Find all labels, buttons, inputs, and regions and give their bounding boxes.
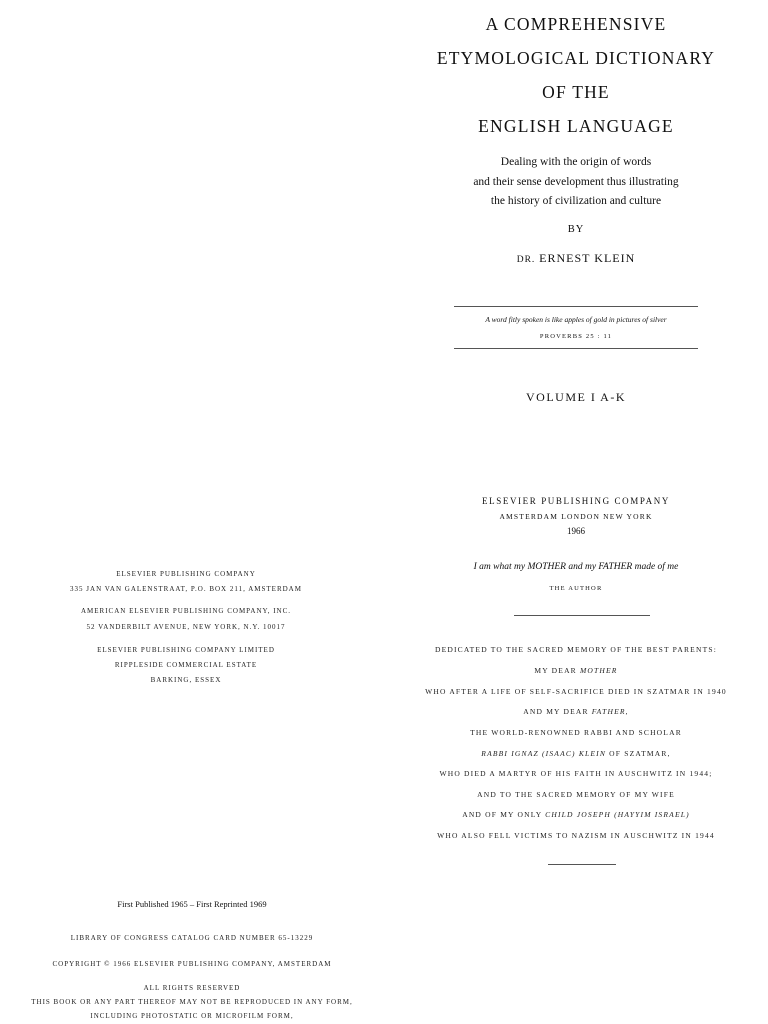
dedication-line-1: DEDICATED TO THE SACRED MEMORY OF THE BEST PARENTS: [434, 645, 718, 654]
copyright-line: COPYRIGHT © 1966 ELSEVIER PUBLISHING COMPANY, AMSTERDAM [52, 960, 332, 968]
publication-note: First Published 1965 – First Reprinted 1969 [117, 899, 267, 909]
motto-part-1: I am what my [473, 562, 528, 572]
motto-mother: MOTHER [527, 562, 566, 572]
dedication-line-4 [384, 707, 768, 716]
author-name: ERNEST KLEIN [539, 251, 636, 265]
dedication-my-dear: MY DEAR [534, 666, 580, 675]
publication-year: 1966 [567, 526, 585, 536]
dedication-line-3: WHO AFTER A LIFE OF SELF-SACRIFICE DIED IN SZATMAR IN 1940 [425, 687, 727, 696]
epigraph: A word fitly spoken is like apples of gold in pictures of silver [485, 315, 667, 324]
dedication-child-name: CHILD JOSEPH (HAYYIM ISRAEL) [545, 810, 690, 819]
rights-reserved: ALL RIGHTS RESERVED [143, 984, 241, 992]
dedication-rabbi-name: RABBI IGNAZ (ISAAC) KLEIN [481, 749, 607, 758]
dedication-line-10: WHO ALSO FELL VICTIMS TO NAZISM IN AUSCHWITZ IN 1944 [437, 831, 715, 840]
imprint-line-6: RIPPLESIDE COMMERCIAL ESTATE [114, 661, 258, 669]
imprint-line-7: BARKING, ESSEX [150, 676, 222, 684]
volume-label: VOLUME I A-K [526, 390, 626, 404]
subtitle-line-3: the history of civilization and culture [490, 195, 662, 207]
title-line-4: ENGLISH LANGUAGE [478, 116, 674, 136]
dedication-top-rule [514, 615, 650, 616]
dedication-line-7: WHO DIED A MARTYR OF HIS FAITH IN AUSCHWITZ IN 1944; [439, 769, 713, 778]
subtitle-line-1: Dealing with the origin of words [500, 156, 652, 168]
motto [384, 562, 768, 572]
motto-part-2: and my [565, 562, 599, 572]
dedication-of-szatmar: OF SZATMAR, [606, 749, 671, 758]
title-line-2: ETYMOLOGICAL DICTIONARY [436, 48, 716, 68]
rights-note-line-1: THIS BOOK OR ANY PART THEREOF MAY NOT BE REPRODUCED IN ANY FORM, [31, 998, 353, 1006]
dedication-line-6 [384, 749, 768, 758]
dedication-father: FATHER, [591, 707, 629, 716]
imprint-line-3: AMERICAN ELSEVIER PUBLISHING COMPANY, INC. [80, 607, 292, 615]
subtitle-line-2: and their sense development thus illustrating [473, 176, 679, 188]
dedication-line-9 [384, 810, 768, 819]
dedication-and-of-my-only: AND OF MY ONLY [462, 810, 546, 819]
imprint-line-5: ELSEVIER PUBLISHING COMPANY LIMITED [97, 646, 275, 654]
catalog-number: LIBRARY OF CONGRESS CATALOG CARD NUMBER 65-13229 [70, 934, 314, 942]
imprint-line-4: 52 VANDERBILT AVENUE, NEW YORK, N.Y. 10017 [86, 623, 286, 631]
title-line-3: OF THE [542, 82, 610, 102]
epigraph-source: PROVERBS 25 : 11 [539, 333, 613, 340]
publisher-name: ELSEVIER PUBLISHING COMPANY [482, 496, 670, 506]
dedication-line-2 [384, 666, 768, 675]
motto-part-3: made of me [632, 562, 679, 572]
motto-father: FATHER [598, 562, 633, 572]
by-label: BY [567, 224, 585, 235]
publisher-cities: AMSTERDAM LONDON NEW YORK [499, 512, 653, 521]
title-line-1: A COMPREHENSIVE [485, 14, 667, 34]
epigraph-bottom-rule [454, 348, 698, 349]
author-prefix: DR. [516, 255, 536, 265]
dedication-and-my-dear: AND MY DEAR [523, 707, 592, 716]
dedication-bottom-rule [548, 864, 616, 865]
epigraph-top-rule [454, 306, 698, 307]
imprint-line-2: 335 JAN VAN GALENSTRAAT, P.O. BOX 211, AMSTERDAM [70, 585, 302, 593]
dedication-line-5: THE WORLD-RENOWNED RABBI AND SCHOLAR [470, 728, 682, 737]
motto-attribution: THE AUTHOR [549, 585, 603, 592]
imprint-line-1: ELSEVIER PUBLISHING COMPANY [116, 570, 256, 578]
dedication-line-8: AND TO THE SACRED MEMORY OF MY WIFE [477, 790, 675, 799]
author [384, 251, 768, 266]
dedication-mother: MOTHER [579, 666, 618, 675]
rights-note-line-2: INCLUDING PHOTOSTATIC OR MICROFILM FORM, [90, 1012, 294, 1020]
